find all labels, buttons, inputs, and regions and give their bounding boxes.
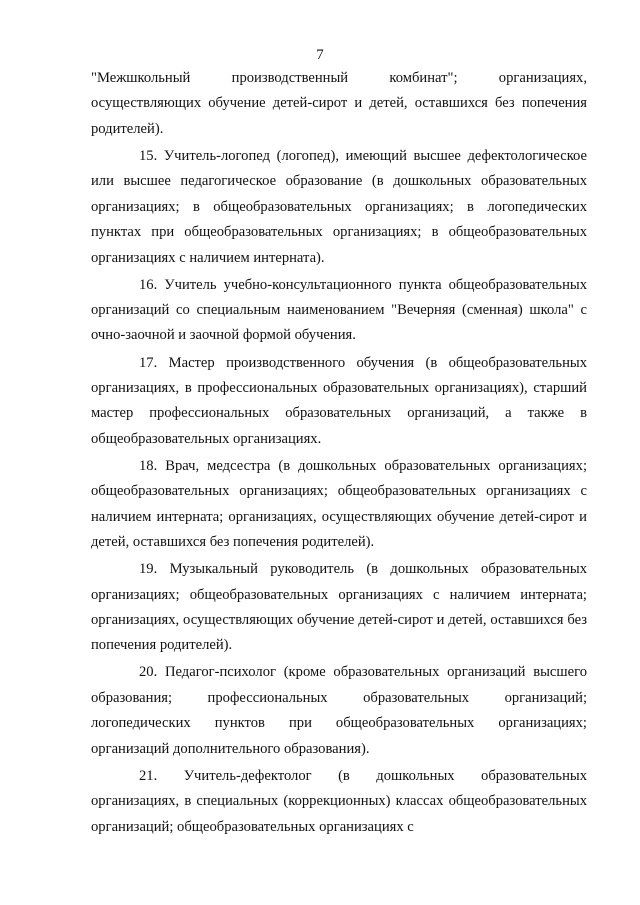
paragraph-item-16: 16. Учитель учебно-консультационного пункта общеобразовательных организаций со специальным наименованием "Вечерняя (сменная) школа" с очно-заочной и заочной формой обучения. xyxy=(91,276,587,344)
page-number: 7 xyxy=(316,47,324,63)
paragraph-continuation: "Межшкольный производственный комбинат"; организациях, осуществляющих обучение детей-сирот и детей, оставшихся без попечения родителей). xyxy=(91,70,587,137)
document-body xyxy=(91,66,587,842)
paragraph-item-20: 20. Педагог-психолог (кроме образовательных организаций высшего образования; профессиональных образовательных организаций; логопедических пунктов при общеобразовательных организациях; организаций дополнительного образования). xyxy=(91,664,587,757)
paragraph-item-18: 18. Врач, медсестра (в дошкольных образовательных организациях; общеобразовательных организациях; общеобразовательных организациях с наличием интерната; организациях, осуществляющих обучение детей-сирот и детей, оставшихся без попечения родителей). xyxy=(91,457,587,551)
paragraph-item-21: 21. Учитель-дефектолог (в дошкольных образовательных организациях, в специальных (коррекционных) классах общеобразовательных организаций; общеобразовательных организациях с xyxy=(91,767,587,835)
paragraph-item-19: 19. Музыкальный руководитель (в дошкольных образовательных организациях; общеобразовательных организациях с наличием интерната; организациях, осуществляющих обучение детей-сирот и детей, оставшихся без попечения родителей). xyxy=(91,561,587,654)
paragraph-item-15: 15. Учитель-логопед (логопед), имеющий высшее дефектологическое или высшее педагогическое образование (в дошкольных образовательных организациях; в общеобразовательных организациях; в логопедических пунктах при общеобразовательных организациях; в общеобразовательных организациях с наличием интерната). xyxy=(91,147,587,266)
paragraph-item-17: 17. Мастер производственного обучения (в общеобразовательных организациях, в профессиональных образовательных организациях), старший мастер профессиональных образовательных организаций, а также в общеобразовательных организациях. xyxy=(91,354,587,447)
